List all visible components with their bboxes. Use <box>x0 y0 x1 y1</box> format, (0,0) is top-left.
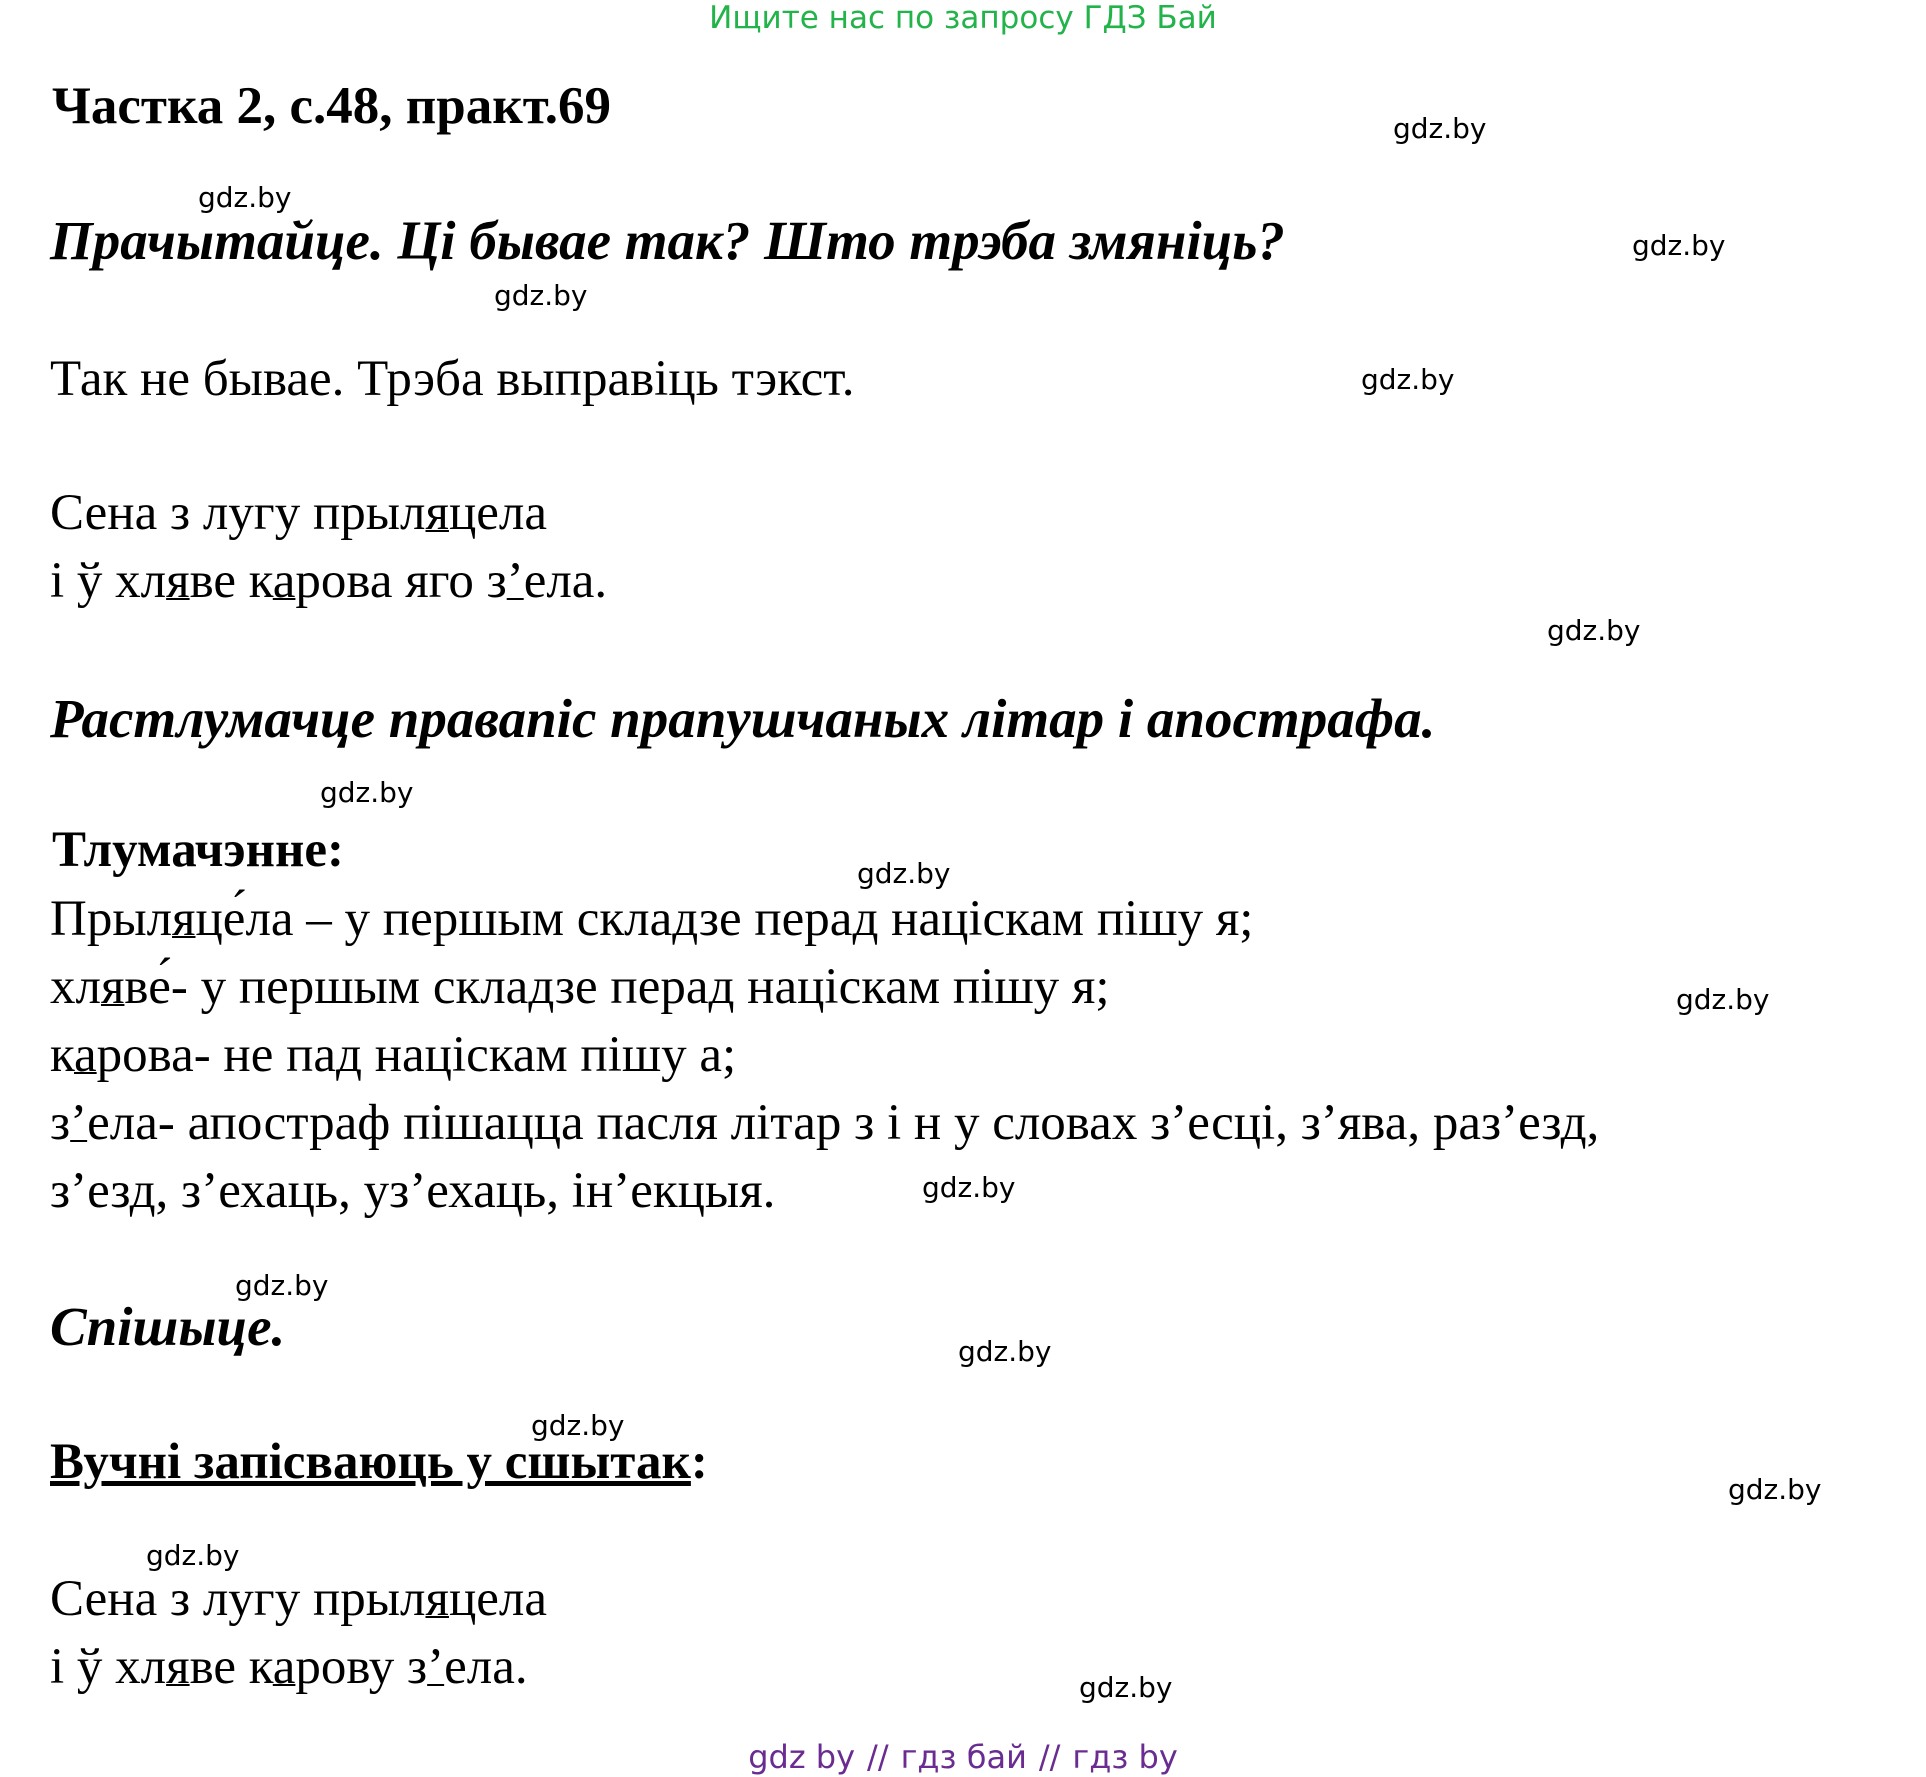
inserted-apostrophe: ’ <box>506 553 524 609</box>
footer-links <box>0 1737 1926 1777</box>
text-segment: ве к <box>189 553 273 609</box>
task-explain-spelling: Растлумачце правапіс прапушчаных літар і апострафа. <box>50 688 1436 749</box>
inserted-apostrophe: ’ <box>427 1639 445 1695</box>
watermark: gdz.by <box>1361 363 1455 396</box>
inserted-letter: я <box>100 959 125 1015</box>
watermark: gdz.by <box>922 1171 1016 1204</box>
watermark: gdz.by <box>531 1409 625 1442</box>
text-segment: ве́- у першым складзе перад націскам пішу я; <box>124 959 1110 1015</box>
footer-link-gdz-bai[interactable]: гдз бай <box>900 1738 1027 1776</box>
watermark: gdz.by <box>320 776 414 809</box>
watermark: gdz.by <box>494 279 588 312</box>
explanation-line-4 <box>50 1090 1599 1156</box>
text-segment: і ў хл <box>50 1639 167 1695</box>
watermark: gdz.by <box>198 181 292 214</box>
poem-line-1 <box>50 480 547 546</box>
text-segment: хл <box>50 959 101 1015</box>
inserted-letter: а <box>74 1027 97 1083</box>
footer-separator: // <box>867 1738 889 1776</box>
poem-line-2 <box>50 548 607 614</box>
watermark: gdz.by <box>857 857 951 890</box>
explanation-line-1 <box>50 886 1253 952</box>
watermark: gdz.by <box>1676 983 1770 1016</box>
watermark: gdz.by <box>1728 1473 1822 1506</box>
top-banner[interactable]: Ищите нас по запросу ГДЗ Бай <box>709 0 1217 36</box>
text-segment: Прыл <box>50 891 173 947</box>
text-segment: рова- не пад націскам пішу а; <box>96 1027 737 1083</box>
task-read-question: Прачытайце. Ці бывае так? Што трэба змяніць? <box>50 210 1285 271</box>
watermark: gdz.by <box>1632 229 1726 262</box>
inserted-letter: а <box>272 1639 296 1695</box>
page-title: Частка 2, с.48, практ.69 <box>52 77 612 135</box>
text-segment: к <box>50 1027 75 1083</box>
text-segment: цела <box>448 485 547 541</box>
text-segment: ела. <box>444 1639 528 1695</box>
explanation-heading: Тлумачэнне: <box>52 822 344 878</box>
text-segment: ела- апостраф пішацца пасля літар з і н у словах з’есці, з’ява, раз’езд, <box>87 1095 1600 1151</box>
copy-line-1 <box>50 1566 547 1632</box>
watermark: gdz.by <box>235 1269 329 1302</box>
explanation-line-3 <box>50 1022 736 1088</box>
text-segment: ве к <box>189 1639 273 1695</box>
copy-heading-underlined: Вучні запісваюць у сшытак <box>50 1434 691 1490</box>
footer-separator: // <box>1038 1738 1061 1776</box>
copy-heading-colon: : <box>690 1434 708 1490</box>
text-segment: рову з <box>295 1639 428 1695</box>
text-segment: це́ла – у першым складзе перад націскам пішу я; <box>195 891 1254 947</box>
text-segment: Сена з лугу прыл <box>50 485 426 541</box>
inserted-letter: я <box>172 891 196 947</box>
inserted-letter: я <box>425 1571 449 1627</box>
text-segment: з <box>50 1095 71 1151</box>
explanation-line-5: з’езд, з’ехаць, уз’ехаць, ін’екцыя. <box>50 1163 776 1219</box>
text-segment: і ў хл <box>50 553 167 609</box>
watermark: gdz.by <box>1393 112 1487 145</box>
inserted-letter: я <box>166 1639 190 1695</box>
text-segment: ела. <box>523 553 608 609</box>
copy-line-2 <box>50 1634 528 1700</box>
watermark: gdz.by <box>958 1335 1052 1368</box>
watermark: gdz.by <box>1547 614 1641 647</box>
text-segment: рова яго з <box>295 553 507 609</box>
inserted-letter: я <box>166 553 190 609</box>
task-copy: Спішыце. <box>50 1296 286 1357</box>
footer-link-gdz-by-cyr[interactable]: гдз by <box>1072 1738 1178 1776</box>
text-segment: Сена з лугу прыл <box>50 1571 426 1627</box>
answer-text: Так не бывае. Трэба выправіць тэкст. <box>50 351 855 407</box>
text-segment: цела <box>448 1571 547 1627</box>
inserted-apostrophe: ’ <box>70 1095 88 1151</box>
explanation-line-2 <box>50 954 1109 1020</box>
inserted-letter: а <box>272 553 296 609</box>
inserted-letter: я <box>425 485 449 541</box>
footer-link-gdz-by[interactable]: gdz by <box>748 1738 856 1776</box>
watermark: gdz.by <box>146 1539 240 1572</box>
watermark: gdz.by <box>1079 1671 1173 1704</box>
